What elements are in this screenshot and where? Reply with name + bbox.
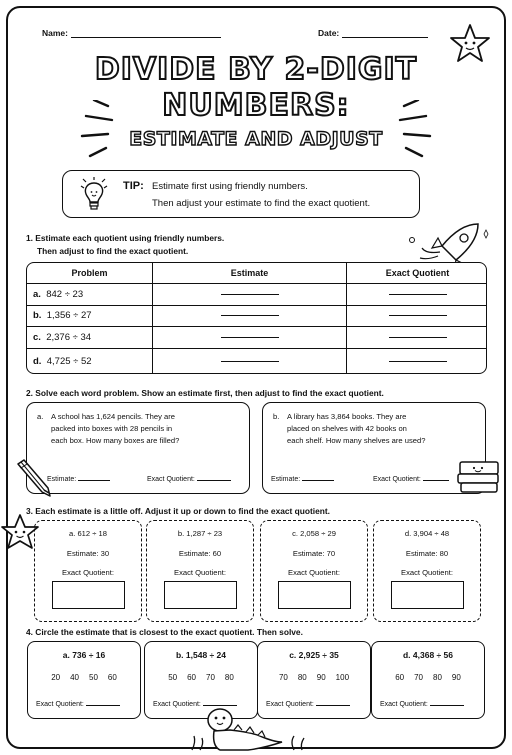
estimate-option[interactable]: 50: [89, 673, 98, 682]
row-letter: d.: [33, 356, 42, 368]
answer-box[interactable]: [391, 581, 464, 609]
card-problem: b. 1,548 ÷ 24: [175, 650, 227, 660]
exact-quotient-blank[interactable]: [423, 480, 449, 481]
problem-line: A library has 3,864 books. They are: [287, 412, 407, 421]
tip-label: TIP:: [123, 180, 144, 192]
exact-quotient-blank[interactable]: [389, 315, 447, 316]
title-line-3: ESTIMATE AND ADJUST: [129, 128, 383, 150]
date-label: Date:: [318, 28, 340, 38]
section1-instruction-2: Then adjust to find the exact quotient.: [37, 246, 189, 256]
burst-lines-right: [386, 100, 466, 170]
row-problem: 842 ÷ 23: [46, 288, 84, 300]
problem-letter: b.: [273, 412, 280, 421]
row-letter: b.: [33, 310, 42, 322]
problem-letter: a.: [37, 412, 44, 421]
row-letter: a.: [33, 288, 41, 300]
exact-label: Exact Quotient:: [373, 476, 421, 483]
card-problem: c. 2,925 ÷ 35: [289, 650, 339, 660]
card-exact-label: Exact Quotient:: [401, 568, 453, 577]
row-problem: 4,725 ÷ 52: [46, 356, 92, 368]
estimate-option[interactable]: 90: [316, 673, 326, 682]
card-problem: b. 1,287 ÷ 23: [177, 529, 223, 538]
estimate-blank[interactable]: [221, 337, 279, 338]
date-line[interactable]: [342, 37, 428, 38]
tip-box: [62, 170, 420, 218]
estimate-option[interactable]: 70: [278, 673, 288, 682]
lightbulb-icon: [79, 177, 109, 213]
exact-label: Exact Quotient:: [36, 701, 84, 708]
pencil-icon: [14, 458, 52, 498]
title-line-1: DIVIDE BY 2-DIGIT: [94, 52, 418, 87]
problem-line: A school has 1,624 pencils. They are: [51, 412, 175, 421]
problem-line: placed on shelves with 42 books on: [287, 424, 407, 433]
estimate-card-c: [260, 520, 368, 622]
dinosaur-icon: [190, 706, 310, 752]
estimate-option[interactable]: 100: [335, 673, 350, 682]
word-problem-a: [26, 402, 250, 494]
estimate-card-a: [34, 520, 142, 622]
estimate-option[interactable]: 40: [70, 673, 79, 682]
rocket-icon: [402, 218, 492, 262]
estimate-option[interactable]: 80: [224, 673, 234, 682]
name-line[interactable]: [71, 37, 221, 38]
section2-instruction: 2. Solve each word problem. Show an estimate first, then adjust to find the exact quotient.: [26, 388, 384, 398]
card-problem: d. 4,368 ÷ 56: [402, 650, 454, 660]
header-estimate: Estimate: [153, 263, 347, 283]
exact-quotient-blank[interactable]: [389, 337, 447, 338]
exact-quotient-blank[interactable]: [389, 361, 447, 362]
card-estimate: Estimate: 30: [66, 549, 110, 558]
row-problem: 1,356 ÷ 27: [46, 310, 92, 322]
estimate-blank[interactable]: [78, 480, 110, 481]
card-problem: a. 736 ÷ 16: [62, 650, 106, 660]
card-problem: d. 3,904 ÷ 48: [404, 529, 450, 538]
estimate-label: Estimate:: [47, 476, 77, 483]
books-icon: [456, 456, 502, 496]
section3-instruction: 3. Each estimate is a little off. Adjust it up or down to find the exact quotient.: [26, 506, 331, 516]
estimate-option[interactable]: 60: [395, 673, 405, 682]
header-problem: Problem: [27, 263, 153, 283]
tip-text-line-2: Then adjust your estimate to find the exact quotient.: [152, 198, 371, 209]
estimate-option[interactable]: 20: [51, 673, 61, 682]
date-field[interactable]: [318, 28, 428, 38]
card-problem: a. 612 ÷ 18: [69, 529, 107, 538]
exact-quotient-blank[interactable]: [316, 705, 350, 706]
answer-box[interactable]: [278, 581, 351, 609]
card-exact-label: Exact Quotient:: [62, 568, 114, 577]
title-line-2: NUMBERS:: [162, 88, 350, 123]
answer-box[interactable]: [164, 581, 237, 609]
problem-line: each box. How many boxes are filled?: [51, 436, 180, 445]
estimate-option[interactable]: 60: [107, 673, 117, 682]
row-letter: c.: [33, 331, 41, 343]
estimate-option[interactable]: 80: [297, 673, 307, 682]
burst-lines-left: [46, 100, 126, 170]
card-estimate: Estimate: 70: [292, 549, 336, 558]
name-label: Name:: [42, 28, 68, 38]
estimate-option[interactable]: 90: [451, 673, 461, 682]
estimate-label: Estimate:: [271, 476, 301, 483]
tip-text-line-1: Estimate first using friendly numbers.: [152, 181, 308, 192]
table-row: [27, 305, 486, 327]
card-exact-label: Exact Quotient:: [174, 568, 226, 577]
section1-instruction-1: 1. Estimate each quotient using friendly numbers.: [26, 233, 225, 243]
problem-line: each shelf. How many shelves are used?: [287, 436, 426, 445]
exact-label: Exact Quotient:: [147, 476, 195, 483]
row-problem: 2,376 ÷ 34: [46, 331, 92, 343]
name-field[interactable]: [42, 28, 221, 38]
estimate-blank[interactable]: [221, 315, 279, 316]
circle-card-a: [27, 641, 141, 719]
exact-quotient-blank[interactable]: [197, 480, 231, 481]
estimate-option[interactable]: 50: [168, 673, 178, 682]
estimate-blank[interactable]: [302, 480, 334, 481]
table-row: [27, 283, 486, 305]
exact-quotient-blank[interactable]: [86, 705, 120, 706]
word-problem-b: [262, 402, 486, 494]
exact-label: Exact Quotient:: [380, 701, 428, 708]
answer-box[interactable]: [52, 581, 125, 609]
table-row: [27, 348, 486, 375]
header-exact-quotient: Exact Quotient: [385, 268, 450, 278]
card-problem: c. 2,058 ÷ 29: [292, 529, 336, 538]
exact-label: Exact Quotient:: [266, 701, 314, 708]
card-estimate: Estimate: 60: [178, 549, 222, 558]
estimate-option[interactable]: 70: [414, 673, 423, 682]
table-header-row: [27, 263, 486, 283]
estimate-card-d: [373, 520, 481, 622]
estimate-blank[interactable]: [221, 294, 279, 295]
estimate-option[interactable]: 80: [433, 673, 442, 682]
exact-quotient-blank[interactable]: [389, 294, 447, 295]
estimate-table: [26, 262, 487, 374]
section4-instruction: 4. Circle the estimate that is closest to the exact quotient. Then solve.: [26, 627, 303, 637]
exact-quotient-blank[interactable]: [430, 705, 464, 706]
estimate-card-b: [146, 520, 254, 622]
problem-line: packed into boxes with 28 pencils in: [51, 424, 173, 433]
exact-label: Exact Quotient:: [153, 701, 201, 708]
estimate-blank[interactable]: [221, 361, 279, 362]
circle-card-d: [371, 641, 485, 719]
estimate-option[interactable]: 60: [187, 673, 196, 682]
card-estimate: Estimate: 80: [405, 549, 449, 558]
table-row: [27, 326, 486, 348]
estimate-option[interactable]: 70: [206, 673, 215, 682]
card-exact-label: Exact Quotient:: [288, 568, 340, 577]
